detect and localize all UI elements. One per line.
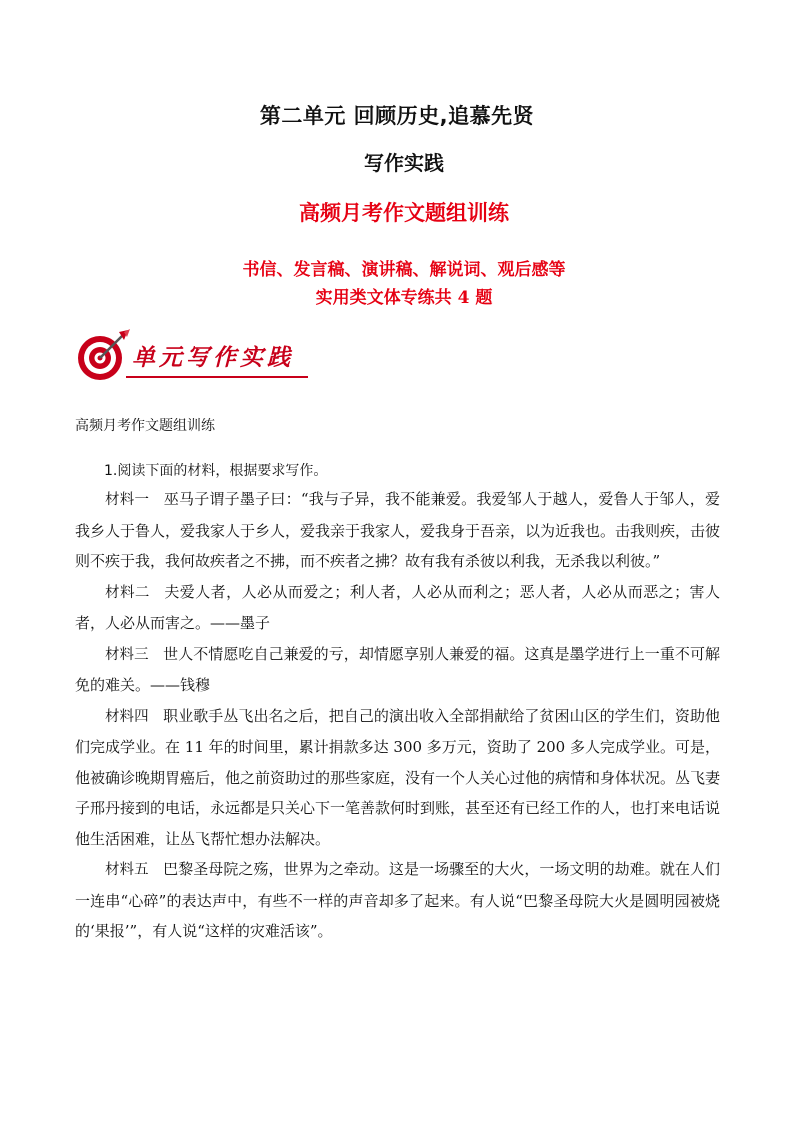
material-paragraph [75,484,720,577]
section-title: 高频月考作文题组训练 [75,418,215,434]
red-title: 高频月考作文题组训练 [299,201,509,225]
banner-label: 单元写作实践 [132,344,294,371]
material-label: 材料二 [105,584,150,601]
material-paragraph [75,577,720,639]
material-label: 材料五 [105,862,149,878]
material-text: 职业歌手丛飞出名之后，把自己的演出收入全部捐献给了贫困山区的学生们，资助他们完成学业。在 11 年的时间里，累计捐款多达 300 多万元，资助了 200 多人完成学业。可是，他被确诊晚期胃癌后，他之前资助过的那些家庭，没有一个人关心过他的病情和身体状况。丛飞妻子邢丹接到的电话，永远都是只关心下一笔善款何时到账，甚至还有已经工作的人，也打来电话说他生活困难，让丛飞帮忙想办法解决。 [75,706,721,848]
materials-body [75,484,720,947]
material-text: 夫爱人者，人必从而爱之；利人者，人必从而利之；恶人者，人必从而恶之；害人者，人必从而害之。——墨子 [75,582,720,632]
material-text: 巫马子谓子墨子曰：“我与子异，我不能兼爱。我爱邹人于越人，爱鲁人于邹人，爱我乡人于鲁人，爱我家人于乡人，爱我亲于我家人，爱我身于吾亲，以为近我也。击我则疾，击彼则不疾于我，我何故疾者之不拂，而不疾者之拂？故有我有杀彼以利我，无杀我以利彼。” [75,490,721,570]
page-subtitle: 写作实践 [364,151,444,175]
material-paragraph [75,639,720,701]
banner-underline [126,376,308,378]
material-label: 材料四 [105,708,149,725]
material-label: 材料三 [105,646,149,663]
material-paragraph [75,701,720,855]
material-text: 巴黎圣母院之殇，世界为之牵动。这是一场骤至的大火，一场文明的劫难。就在人们一连串“心碎”的表达声中，有些不一样的声音却多了起来。有人说“巴黎圣母院大火是圆明园被烧的‘果报’”，有人说“这样的灾难活该”。 [75,860,720,940]
material-paragraph [75,854,720,947]
red-subtitle-2: 实用类文体专练共 4 题 [315,288,493,308]
material-label: 材料一 [105,492,150,508]
question-prompt: 1.阅读下面的材料，根据要求写作。 [104,463,328,479]
page-title: 第二单元 回顾历史,追慕先贤 [259,104,535,128]
material-text: 世人不情愿吃自己兼爱的亏，却情愿享别人兼爱的福。这真是墨学进行上一重不可解免的难关。——钱穆 [75,644,720,694]
red-subtitle-1: 书信、发言稿、演讲稿、解说词、观后感等 [242,260,566,280]
